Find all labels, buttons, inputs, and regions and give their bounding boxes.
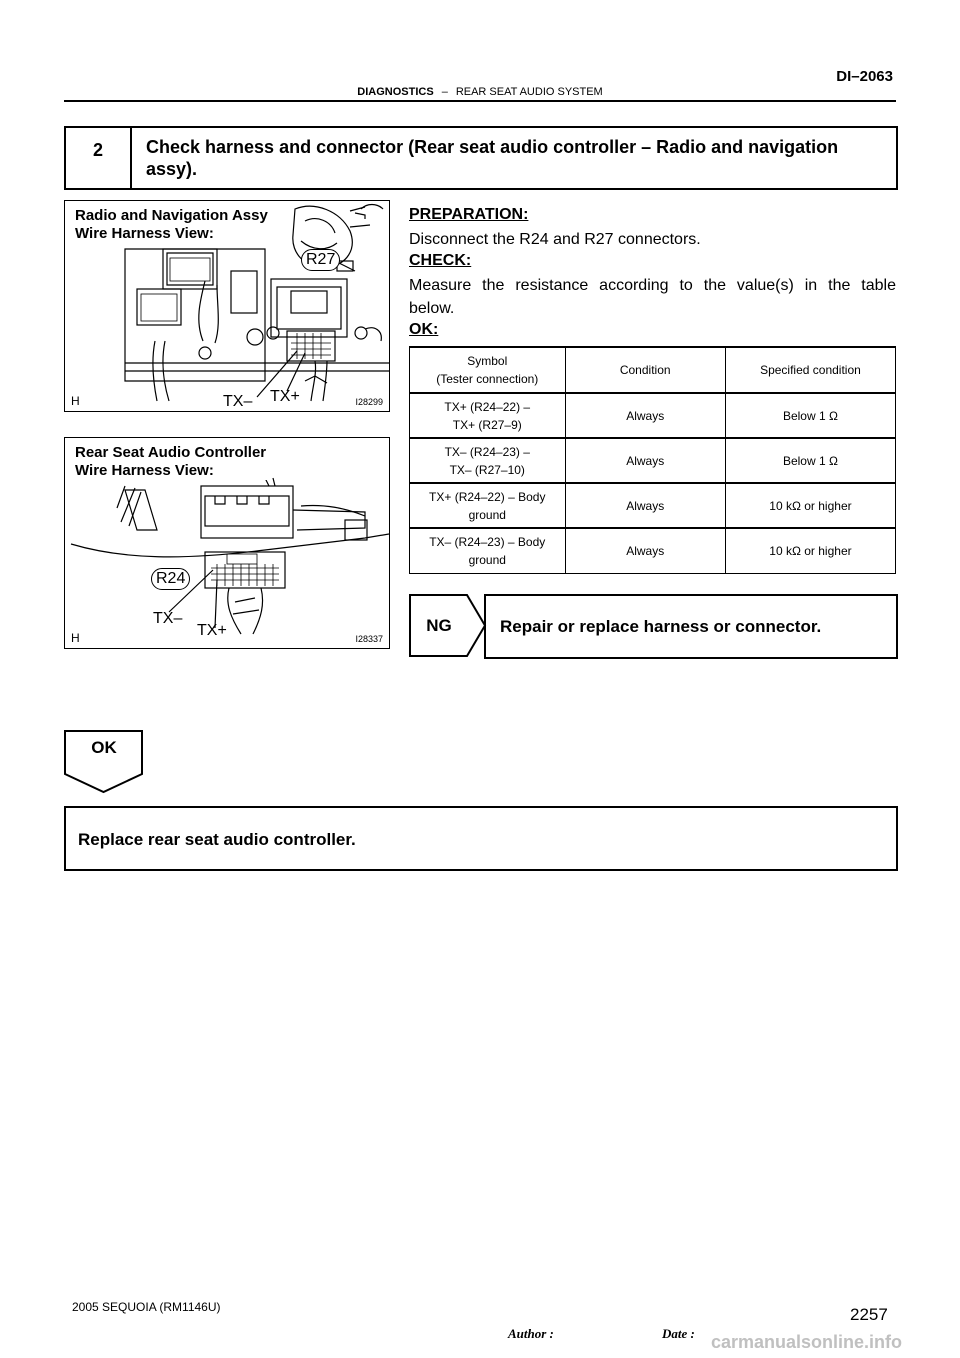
step-title: Check harness and connector (Rear seat audio controller – Radio and navigation assy). xyxy=(146,137,839,179)
symbol-line1: TX– (R24–23) – xyxy=(444,444,530,459)
header-symbol-line1: Symbol xyxy=(467,354,508,368)
preparation-text: Disconnect the R24 and R27 connectors. xyxy=(409,231,701,248)
connector-label-r24: R24 xyxy=(151,568,190,590)
figure-corner-mark: H xyxy=(71,631,80,645)
symbol-line2: ground xyxy=(468,552,506,567)
ok-action-text: Replace rear seat audio controller. xyxy=(78,830,356,849)
running-header xyxy=(64,86,896,98)
ok-heading: OK: xyxy=(409,321,439,338)
resistance-table xyxy=(409,346,896,574)
table-row xyxy=(410,483,896,528)
figure-id: I28299 xyxy=(355,397,383,407)
figure-radio-title xyxy=(75,207,272,243)
header-dash: – xyxy=(441,86,448,98)
step-box xyxy=(64,126,898,190)
label-tx-minus: TX– xyxy=(153,610,183,627)
watermark: carmanualsonline.info xyxy=(711,1332,903,1352)
figure-rear-seat-controller xyxy=(64,437,390,649)
figure-id: I28337 xyxy=(355,634,383,644)
cell-spec: Below 1 Ω xyxy=(725,438,895,483)
footer-date: Date : xyxy=(662,1326,695,1341)
connector-label-r27: R27 xyxy=(301,249,340,271)
figure-title-line1: Radio and Navigation Assy xyxy=(75,207,268,224)
step-number: 2 xyxy=(66,128,132,188)
table-row xyxy=(410,528,896,573)
cell-symbol xyxy=(410,438,566,483)
table-row xyxy=(410,438,896,483)
cell-symbol xyxy=(410,483,566,528)
header-section: DIAGNOSTICS xyxy=(357,86,434,98)
cell-symbol xyxy=(410,528,566,573)
label-tx-plus: TX+ xyxy=(197,622,227,639)
symbol-line2: TX– (R27–10) xyxy=(449,462,525,477)
cell-spec: 10 kΩ or higher xyxy=(725,528,895,573)
symbol-line2: ground xyxy=(468,507,506,522)
ng-action-text: Repair or replace harness or connector. xyxy=(500,617,822,636)
ok-action-box xyxy=(64,806,898,871)
figure-radio-navigation xyxy=(64,200,390,412)
ng-action-box xyxy=(484,594,898,659)
header-rule xyxy=(64,100,896,102)
check-text-line2: below. xyxy=(409,300,455,317)
figure-title-line1: Rear Seat Audio Controller xyxy=(75,444,267,461)
label-tx-plus: TX+ xyxy=(270,388,300,405)
label-tx-minus: TX– xyxy=(223,393,253,410)
figure-title-line2: Wire Harness View: xyxy=(75,462,214,479)
cell-spec: 10 kΩ or higher xyxy=(725,483,895,528)
page-code: DI–2063 xyxy=(836,68,893,85)
header-specified: Specified condition xyxy=(725,347,895,393)
header-symbol xyxy=(410,347,566,393)
header-subsection: REAR SEAT AUDIO SYSTEM xyxy=(455,86,603,98)
cell-spec: Below 1 Ω xyxy=(725,393,895,438)
figure-title-line2: Wire Harness View: xyxy=(75,225,214,242)
figure-controller-title xyxy=(75,444,270,480)
footer-page-number: 2257 xyxy=(850,1305,888,1324)
symbol-line1: TX– (R24–23) – Body xyxy=(429,534,546,549)
cell-condition: Always xyxy=(565,438,725,483)
footer-author: Author : xyxy=(508,1326,554,1341)
cell-condition: Always xyxy=(565,528,725,573)
symbol-line1: TX+ (R24–22) – xyxy=(444,399,531,414)
cell-condition: Always xyxy=(565,483,725,528)
preparation-heading: PREPARATION: xyxy=(409,206,529,223)
check-heading: CHECK: xyxy=(409,252,472,269)
footer-model: 2005 SEQUOIA (RM1146U) xyxy=(72,1300,221,1314)
table-row xyxy=(410,393,896,438)
table-header-row xyxy=(410,347,896,393)
cell-symbol xyxy=(410,393,566,438)
symbol-line2: TX+ (R27–9) xyxy=(452,417,522,432)
check-text-line1: Measure the resistance according to the value(s) in the table xyxy=(409,277,896,294)
header-symbol-line2: (Tester connection) xyxy=(436,372,539,386)
header-condition: Condition xyxy=(565,347,725,393)
figure-corner-mark: H xyxy=(71,394,80,408)
ng-label: NG xyxy=(426,616,452,635)
symbol-line1: TX+ (R24–22) – Body xyxy=(429,489,546,504)
ok-label: OK xyxy=(91,738,117,757)
cell-condition: Always xyxy=(565,393,725,438)
